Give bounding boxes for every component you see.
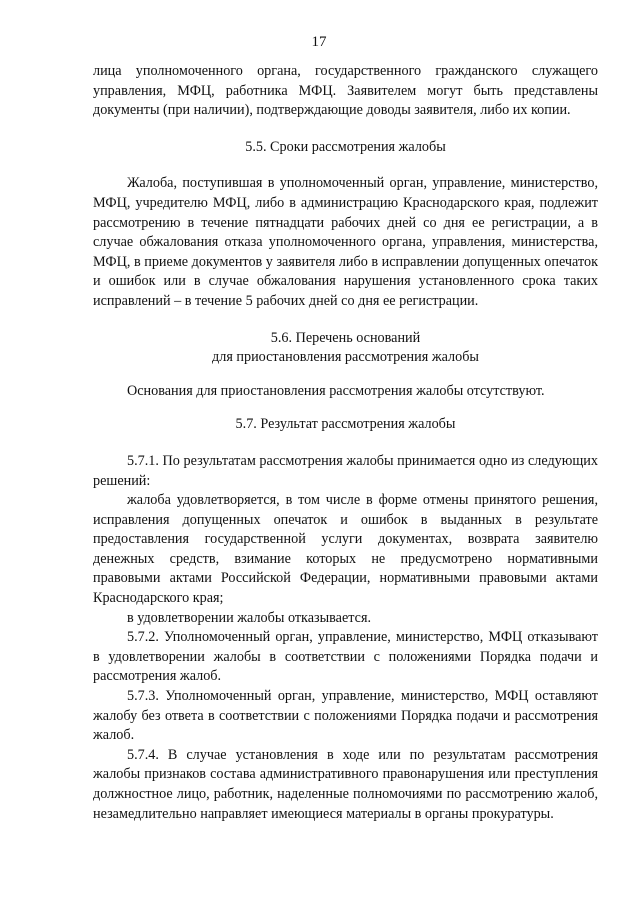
spacer [93, 121, 598, 138]
paragraph-5-7-2: 5.7.2. Уполномоченный орган, управление, министерство, МФЦ отказывают в удовлетворении жалобы в соответствии с положениями Порядка подачи и рассмотрения жалоб. [93, 629, 598, 685]
option-refused: в удовлетворении жалобы отказывается. [127, 609, 372, 626]
page-number: 17 [311, 34, 327, 50]
option-satisfied: жалоба удовлетворяется, в том числе в форме отмены принятого решения, исправления допущенных опечаток и ошибок в выданных в результате предоставления государственной услуги документах, возврата заявителю денежных средств, взимание которых не предусмотрено нормативными правовыми актами Российской Федерации, нормативными правовыми актами Краснодарского края; [93, 492, 598, 607]
document-body [93, 62, 598, 824]
section-5-5-paragraph: Жалоба, поступившая в уполномоченный орган, управление, министерство, МФЦ, учредителю МФЦ, либо в администрацию Краснодарского края, подлежит рассмотрению в течение пятнадцати рабочих дней со дня ее регистрации, а в случае обжалования отказа уполномоченного органа, управления, министерства, МФЦ, в приеме документов у заявителя либо в исправлении допущенных опечаток и ошибок или в случае обжалования нарушения установленного срока таких исправлений – в течение 5 рабочих дней со дня ее регистрации. [93, 175, 598, 309]
spacer [93, 368, 598, 382]
section-5-5-heading: 5.5. Сроки рассмотрения жалобы [245, 138, 446, 155]
section-5-6-heading-line1: 5.6. Перечень оснований [270, 329, 421, 346]
spacer [93, 157, 598, 174]
paragraph-5-7-4: 5.7.4. В случае установления в ходе или по результатам рассмотрения жалобы признаков состава административного правонарушения или преступления должностное лицо, работник, наделенные полномочиями по рассмотрению жалоб, незамедлительно направляет имеющиеся материалы в органы прокуратуры. [93, 746, 598, 822]
section-5-6-paragraph: Основания для приостановления рассмотрения жалобы отсутствуют. [127, 382, 545, 399]
spacer [93, 435, 598, 452]
intro-paragraph: лица уполномоченного органа, государственного гражданского служащего управления, МФЦ, работника МФЦ. Заявителем могут быть представлены документы (при наличии), подтверждающие доводы заявителя, либо их копии. [93, 63, 598, 119]
spacer [93, 312, 598, 329]
paragraph-5-7-1: 5.7.1. По результатам рассмотрения жалобы принимается одно из следующих решений: [93, 452, 598, 489]
section-5-7-heading: 5.7. Результат рассмотрения жалобы [235, 416, 456, 433]
section-5-6-heading-line2: для приостановления рассмотрения жалобы [212, 349, 479, 366]
spacer [93, 401, 598, 415]
paragraph-5-7-3: 5.7.3. Уполномоченный орган, управление, министерство, МФЦ оставляют жалобу без ответа в соответствии с положениями Порядка подачи и рассмотрения жалоб. [93, 688, 598, 744]
